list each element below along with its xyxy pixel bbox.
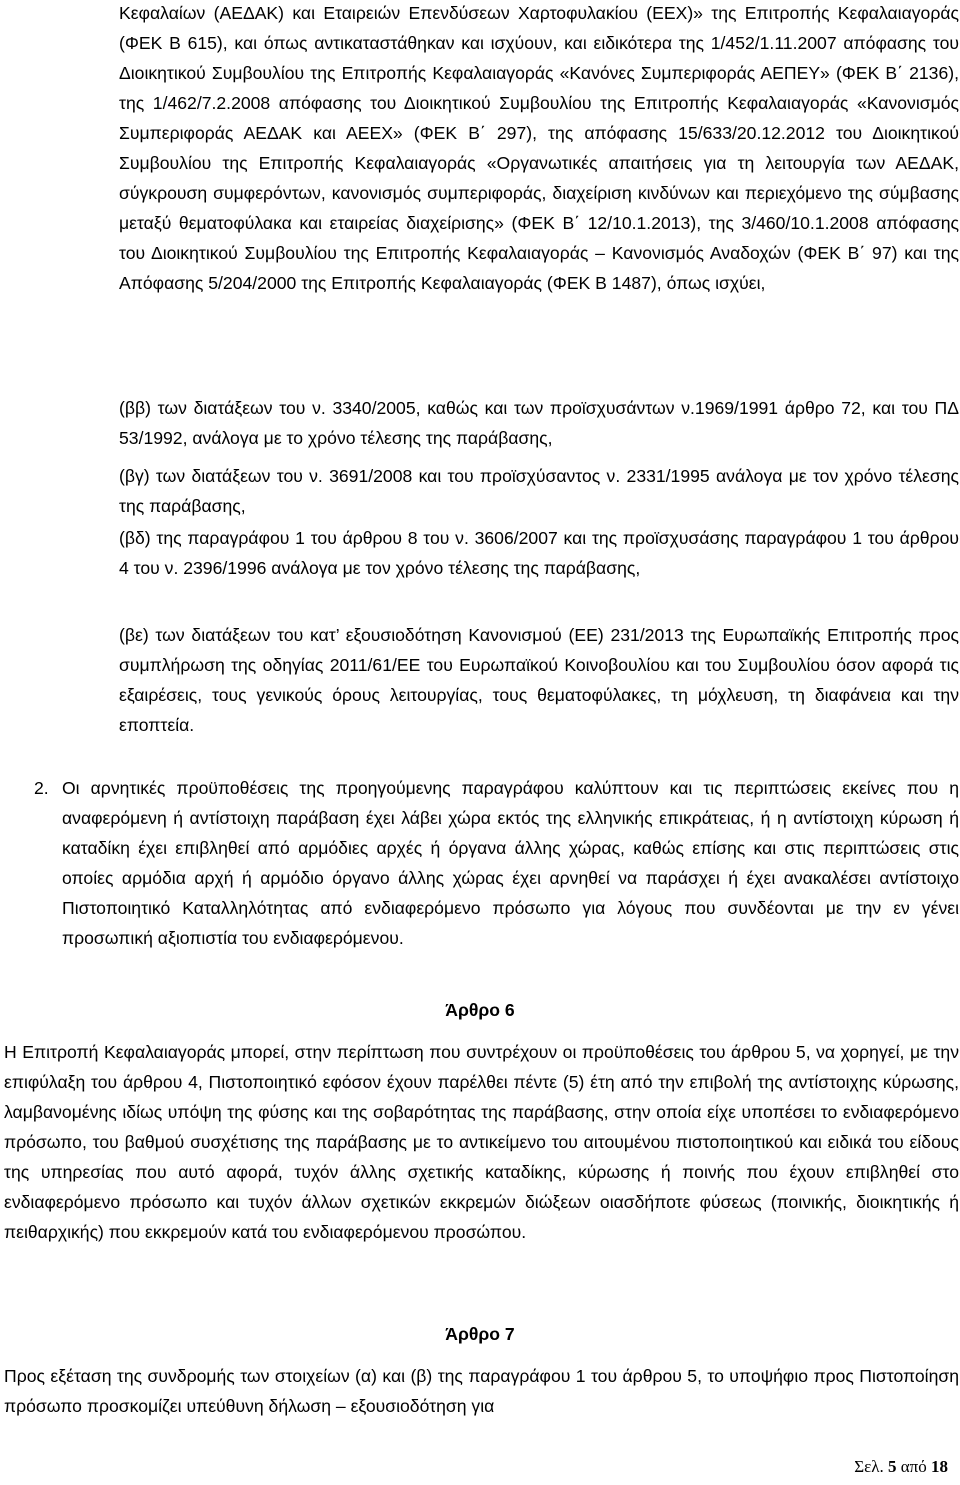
article-7-text: Προς εξέταση της συνδρομής των στοιχείων (α) και (β) της παραγράφου 1 του άρθρου 5, το υποψήφιο προς Πιστοποίηση πρόσωπο προσκομίζει υπεύθυνη δήλωση – εξουσιοδότηση για bbox=[4, 1366, 959, 1416]
page-footer bbox=[854, 1457, 948, 1477]
subitem-bg: (βγ) των διατάξεων του ν. 3691/2008 και του προϊσχύσαντος ν. 2331/1995 ανάλογα με τον χρόνο τέλεσης της παράβασης, bbox=[119, 466, 959, 516]
continued-paragraph: Κεφαλαίων (ΑΕΔΑΚ) και Εταιρειών Επενδύσεων Χαρτοφυλακίου (ΕΕΧ)» της Επιτροπής Κεφαλαιαγοράς (ΦΕΚ Β 615), και όπως αντικαταστάθηκαν και ισχύουν, και ειδικότερα της 1/452/1.11.2007 απόφασης του Διοικητικού Συμβουλίου της Επιτροπής Κεφαλαιαγοράς «Κανόνες Συμπεριφοράς ΑΕΠΕΥ» (ΦΕΚ Β΄ 2136), της 1/462/7.2.2008 απόφασης του Διοικητικού Συμβουλίου της Επιτροπής Κεφαλαιαγοράς «Κανονισμός Συμπεριφοράς ΑΕΔΑΚ και ΑΕΕΧ» (ΦΕΚ Β΄ 297), της απόφασης 15/633/20.12.2012 του Διοικητικού Συμβουλίου της Επιτροπής Κεφαλαιαγοράς «Οργανωτικές απαιτήσεις για τη λειτουργία των ΑΕΔΑΚ, σύγκρουση συμφερόντων, κανονισμός συμπεριφοράς, διαχείριση κινδύνων και περιεχόμενο της σύμβασης μεταξύ θεματοφύλακα και εταιρείας διαχείρισης» (ΦΕΚ Β΄ 12/10.1.2013), της 3/460/10.1.2008 απόφασης του Διοικητικού Συμβουλίου της Επιτροπής Κεφαλαιαγοράς – Κανονισμός Αναδοχών (ΦΕΚ Β΄ 97) και της Απόφασης 5/204/2000 της Επιτροπής Κεφαλαιαγοράς (ΦΕΚ Β 1487), όπως ισχύει, bbox=[119, 3, 959, 293]
footer-prefix: Σελ. bbox=[854, 1457, 884, 1476]
article-6-text: Η Επιτροπή Κεφαλαιαγοράς μπορεί, στην περίπτωση που συντρέχουν οι προϋποθέσεις του άρθρου 5, να χορηγεί, με την επιφύλαξη του άρθρου 4, Πιστοποιητικό εφόσον έχουν παρέλθει πέντε (5) έτη από την επιβολή της αντίστοιχης κύρωσης, λαμβανομένης ιδίως υπόψη της φύσης και της σοβαρότητας της παράβασης, στην οποία είχε υποπέσει το ενδιαφερόμενο πρόσωπο, του βαθμού συσχέτισης της παράβασης με το αντικείμενο του αιτουμένου πιστοποιητικού και ειδικά του είδους της υπηρεσίας που αυτό αφορά, τυχόν άλλης σχετικής καταδίκης, κύρωσης ή ποινής που έχουν επιβληθεί στο ενδιαφερόμενο πρόσωπο και τυχόν άλλων σχετικών εκκρεμών διώξεων οιασδήποτε φύσεως (ποινικής, διοικητικής ή πειθαρχικής) που εκκρεμούν κατά του ενδιαφερόμενου προσώπου. bbox=[4, 1042, 959, 1242]
footer-page-number: 5 bbox=[888, 1457, 897, 1476]
article-7-heading: Άρθρο 7 bbox=[445, 1324, 515, 1344]
subitem-bb: (ββ) των διατάξεων του ν. 3340/2005, καθώς και των προϊσχυσάντων ν.1969/1991 άρθρο 72, και του ΠΔ 53/1992, ανάλογα με το χρόνο τέλεσης της παράβασης, bbox=[119, 398, 959, 448]
footer-of: από bbox=[900, 1457, 927, 1476]
footer-total-pages: 18 bbox=[931, 1457, 948, 1476]
item-number: 2. bbox=[34, 778, 49, 798]
item-2-text: Οι αρνητικές προϋποθέσεις της προηγούμενης παραγράφου καλύπτουν και τις περιπτώσεις εκείνες που η αναφερόμενη ή αντίστοιχη παράβαση έχει λάβει χώρα εκτός της ελληνικής επικράτειας, ή η αντίστοιχη κύρωση ή καταδίκη έχει επιβληθεί από αρμόδιες αρχές ή όργανα άλλης χώρας, καθώς επίσης και στις περιπτώσεις στις οποίες αρμόδια αρχή ή αρμόδιο όργανο άλλης χώρας έχει αρνηθεί να παράσχει ή έχει ανακαλέσει αντίστοιχο Πιστοποιητικό Καταλληλότητας από ενδιαφερόμενο πρόσωπο για λόγους που συνδέονται με την εν γένει προσωπική αξιοπιστία του ενδιαφερόμενου. bbox=[62, 778, 959, 948]
subitem-be: (βε) των διατάξεων του κατ’ εξουσιοδότηση Κανονισμού (ΕΕ) 231/2013 της Ευρωπαϊκής Επιτροπής προς συμπλήρωση της οδηγίας 2011/61/ΕΕ του Ευρωπαϊκού Κοινοβουλίου και του Συμβουλίου όσον αφορά τις εξαιρέσεις, τους γενικούς όρους λειτουργίας, τους θεματοφύλακες, τη μόχλευση, τη διαφάνεια και την εποπτεία. bbox=[119, 625, 959, 735]
article-6-heading: Άρθρο 6 bbox=[445, 1000, 515, 1020]
subitem-bd: (βδ) της παραγράφου 1 του άρθρου 8 του ν. 3606/2007 και της προϊσχυσάσης παραγράφου 1 του άρθρου 4 του ν. 2396/1996 ανάλογα με τον χρόνο τέλεσης της παράβασης, bbox=[119, 528, 959, 578]
